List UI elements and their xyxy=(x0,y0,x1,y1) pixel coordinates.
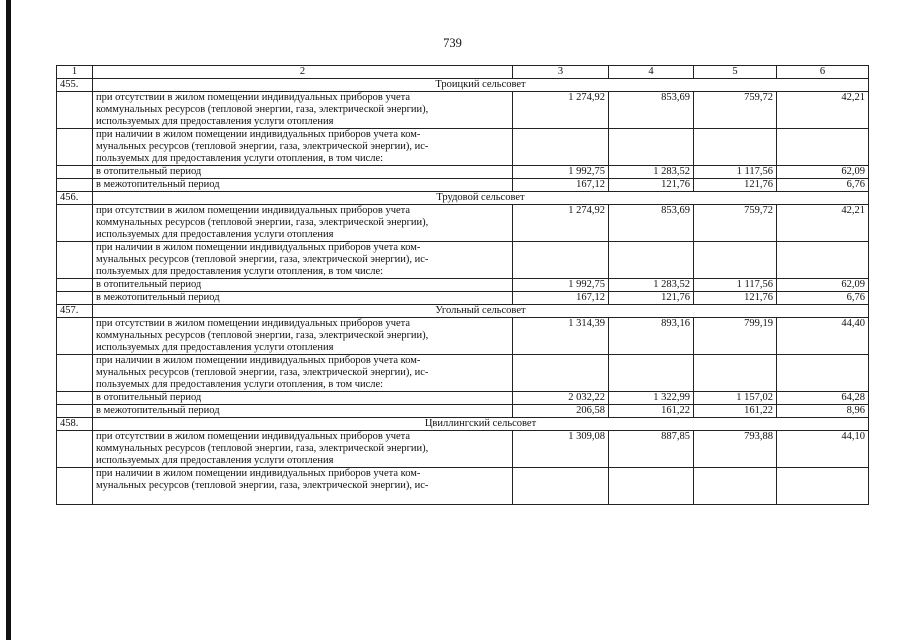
description-line: при наличии в жилом помещении индивидуальных приборов учета ком- xyxy=(96,242,421,253)
description-line: при наличии в жилом помещении индивидуальных приборов учета ком- xyxy=(96,129,421,140)
description-line: мунальных ресурсов (тепловой энергии, газа, электрической энергии), ис- xyxy=(96,141,429,152)
value-cell-v4: 853,69 xyxy=(609,205,694,242)
value-cell-v5: 1 117,56 xyxy=(694,279,777,292)
value-cell-v5: 161,22 xyxy=(694,405,777,418)
description-line: в межотопительный период xyxy=(96,179,220,190)
table-body xyxy=(57,66,869,505)
description-line: при отсутствии в жилом помещении индивидуальных приборов учета xyxy=(96,205,411,216)
value-cell-v4: 1 322,99 xyxy=(609,392,694,405)
section-header-row xyxy=(57,192,869,205)
table-row xyxy=(57,242,869,279)
section-header-row xyxy=(57,79,869,92)
value-cell-v4 xyxy=(609,355,694,392)
description-line: при наличии в жилом помещении индивидуальных приборов учета ком- xyxy=(96,468,421,479)
value-cell-v6: 64,28 xyxy=(777,392,869,405)
description-line: при отсутствии в жилом помещении индивидуальных приборов учета xyxy=(96,431,411,442)
section-index: 458. xyxy=(57,418,93,431)
table-row xyxy=(57,129,869,166)
table-row xyxy=(57,166,869,179)
description-line: в отопительный период xyxy=(96,392,202,403)
row-index-cell xyxy=(57,242,93,279)
value-cell-v3: 167,12 xyxy=(513,292,609,305)
description-line: при наличии в жилом помещении индивидуальных приборов учета ком- xyxy=(96,355,421,366)
row-description xyxy=(93,318,513,355)
value-cell-v4 xyxy=(609,468,694,505)
value-cell-v4: 853,69 xyxy=(609,92,694,129)
row-index-cell xyxy=(57,92,93,129)
value-cell-v6: 8,96 xyxy=(777,405,869,418)
description-line: мунальных ресурсов (тепловой энергии, газа, электрической энергии), ис- xyxy=(96,254,429,265)
section-title: Троицкий сельсовет xyxy=(93,79,869,92)
value-cell-v4 xyxy=(609,242,694,279)
table-row xyxy=(57,279,869,292)
table-row xyxy=(57,179,869,192)
table-row xyxy=(57,205,869,242)
value-cell-v4: 161,22 xyxy=(609,405,694,418)
value-cell-v3: 1 992,75 xyxy=(513,279,609,292)
tariff-table xyxy=(56,65,869,505)
description-line: коммунальных ресурсов (тепловой энергии, газа, электрической энергии), xyxy=(96,443,429,454)
value-cell-v6 xyxy=(777,129,869,166)
table-row xyxy=(57,292,869,305)
value-cell-v6: 42,21 xyxy=(777,92,869,129)
section-index: 456. xyxy=(57,192,93,205)
description-line: при отсутствии в жилом помещении индивидуальных приборов учета xyxy=(96,92,411,103)
value-cell-v3: 206,58 xyxy=(513,405,609,418)
row-index-cell xyxy=(57,318,93,355)
row-index-cell xyxy=(57,392,93,405)
section-header-row xyxy=(57,305,869,318)
value-cell-v6 xyxy=(777,468,869,505)
value-cell-v5: 799,19 xyxy=(694,318,777,355)
value-cell-v4: 887,85 xyxy=(609,431,694,468)
table-row xyxy=(57,318,869,355)
description-line: коммунальных ресурсов (тепловой энергии, газа, электрической энергии), xyxy=(96,217,429,228)
row-index-cell xyxy=(57,179,93,192)
row-description xyxy=(93,468,513,505)
column-header: 5 xyxy=(694,66,777,79)
value-cell-v5: 121,76 xyxy=(694,292,777,305)
value-cell-v3: 1 309,08 xyxy=(513,431,609,468)
description-line: в отопительный период xyxy=(96,279,202,290)
section-index: 455. xyxy=(57,79,93,92)
value-cell-v6 xyxy=(777,355,869,392)
value-cell-v6: 62,09 xyxy=(777,166,869,179)
row-description xyxy=(93,392,513,405)
row-index-cell xyxy=(57,431,93,468)
row-description xyxy=(93,242,513,279)
value-cell-v5: 759,72 xyxy=(694,92,777,129)
value-cell-v5 xyxy=(694,468,777,505)
row-index-cell xyxy=(57,292,93,305)
value-cell-v3: 1 992,75 xyxy=(513,166,609,179)
row-description xyxy=(93,355,513,392)
description-line: коммунальных ресурсов (тепловой энергии, газа, электрической энергии), xyxy=(96,330,429,341)
row-description xyxy=(93,166,513,179)
value-cell-v3 xyxy=(513,129,609,166)
value-cell-v3 xyxy=(513,468,609,505)
value-cell-v3 xyxy=(513,355,609,392)
table-row xyxy=(57,431,869,468)
row-index-cell xyxy=(57,166,93,179)
value-cell-v6: 44,10 xyxy=(777,431,869,468)
description-line: используемых для предоставления услуги отопления xyxy=(96,342,334,353)
table-row xyxy=(57,468,869,505)
row-index-cell xyxy=(57,279,93,292)
row-description xyxy=(93,205,513,242)
value-cell-v3: 1 314,39 xyxy=(513,318,609,355)
value-cell-v5: 759,72 xyxy=(694,205,777,242)
description-line: при отсутствии в жилом помещении индивидуальных приборов учета xyxy=(96,318,411,329)
description-line: пользуемых для предоставления услуги отопления, в том числе: xyxy=(96,379,384,390)
value-cell-v3 xyxy=(513,242,609,279)
row-index-cell xyxy=(57,129,93,166)
description-line: коммунальных ресурсов (тепловой энергии, газа, электрической энергии), xyxy=(96,104,429,115)
column-header: 4 xyxy=(609,66,694,79)
value-cell-v6: 62,09 xyxy=(777,279,869,292)
page-number: 739 xyxy=(443,36,462,50)
description-line: мунальных ресурсов (тепловой энергии, газа, электрической энергии), ис- xyxy=(96,480,429,491)
description-line: пользуемых для предоставления услуги отопления, в том числе: xyxy=(96,153,384,164)
description-line: используемых для предоставления услуги отопления xyxy=(96,455,334,466)
row-description xyxy=(93,129,513,166)
column-header: 6 xyxy=(777,66,869,79)
value-cell-v5: 1 157,02 xyxy=(694,392,777,405)
value-cell-v6: 6,76 xyxy=(777,292,869,305)
row-index-cell xyxy=(57,205,93,242)
value-cell-v4: 121,76 xyxy=(609,292,694,305)
row-description xyxy=(93,431,513,468)
column-header-row xyxy=(57,66,869,79)
value-cell-v5: 121,76 xyxy=(694,179,777,192)
section-title: Трудовой сельсовет xyxy=(93,192,869,205)
section-header-row xyxy=(57,418,869,431)
section-title: Угольный сельсовет xyxy=(93,305,869,318)
description-line: используемых для предоставления услуги отопления xyxy=(96,229,334,240)
value-cell-v3: 1 274,92 xyxy=(513,92,609,129)
row-index-cell xyxy=(57,355,93,392)
section-index: 457. xyxy=(57,305,93,318)
value-cell-v5 xyxy=(694,242,777,279)
row-description xyxy=(93,179,513,192)
description-line: в межотопительный период xyxy=(96,292,220,303)
value-cell-v5: 1 117,56 xyxy=(694,166,777,179)
column-header: 3 xyxy=(513,66,609,79)
scan-edge xyxy=(6,0,11,640)
description-line: в межотопительный период xyxy=(96,405,220,416)
value-cell-v6: 44,40 xyxy=(777,318,869,355)
value-cell-v6: 42,21 xyxy=(777,205,869,242)
row-description xyxy=(93,405,513,418)
value-cell-v6 xyxy=(777,242,869,279)
value-cell-v5: 793,88 xyxy=(694,431,777,468)
description-line: пользуемых для предоставления услуги отопления, в том числе: xyxy=(96,266,384,277)
table-row xyxy=(57,92,869,129)
row-description xyxy=(93,92,513,129)
table-row xyxy=(57,405,869,418)
table-row xyxy=(57,392,869,405)
value-cell-v4: 1 283,52 xyxy=(609,166,694,179)
row-index-cell xyxy=(57,468,93,505)
value-cell-v5 xyxy=(694,129,777,166)
column-header: 2 xyxy=(93,66,513,79)
row-description xyxy=(93,279,513,292)
value-cell-v4: 1 283,52 xyxy=(609,279,694,292)
section-title: Цвиллингский сельсовет xyxy=(93,418,869,431)
row-index-cell xyxy=(57,405,93,418)
value-cell-v3: 1 274,92 xyxy=(513,205,609,242)
value-cell-v3: 2 032,22 xyxy=(513,392,609,405)
value-cell-v6: 6,76 xyxy=(777,179,869,192)
value-cell-v4: 121,76 xyxy=(609,179,694,192)
description-line: в отопительный период xyxy=(96,166,202,177)
value-cell-v4 xyxy=(609,129,694,166)
value-cell-v5 xyxy=(694,355,777,392)
row-description xyxy=(93,292,513,305)
description-line: мунальных ресурсов (тепловой энергии, газа, электрической энергии), ис- xyxy=(96,367,429,378)
column-header: 1 xyxy=(57,66,93,79)
value-cell-v4: 893,16 xyxy=(609,318,694,355)
value-cell-v3: 167,12 xyxy=(513,179,609,192)
description-line: используемых для предоставления услуги отопления xyxy=(96,116,334,127)
table-row xyxy=(57,355,869,392)
